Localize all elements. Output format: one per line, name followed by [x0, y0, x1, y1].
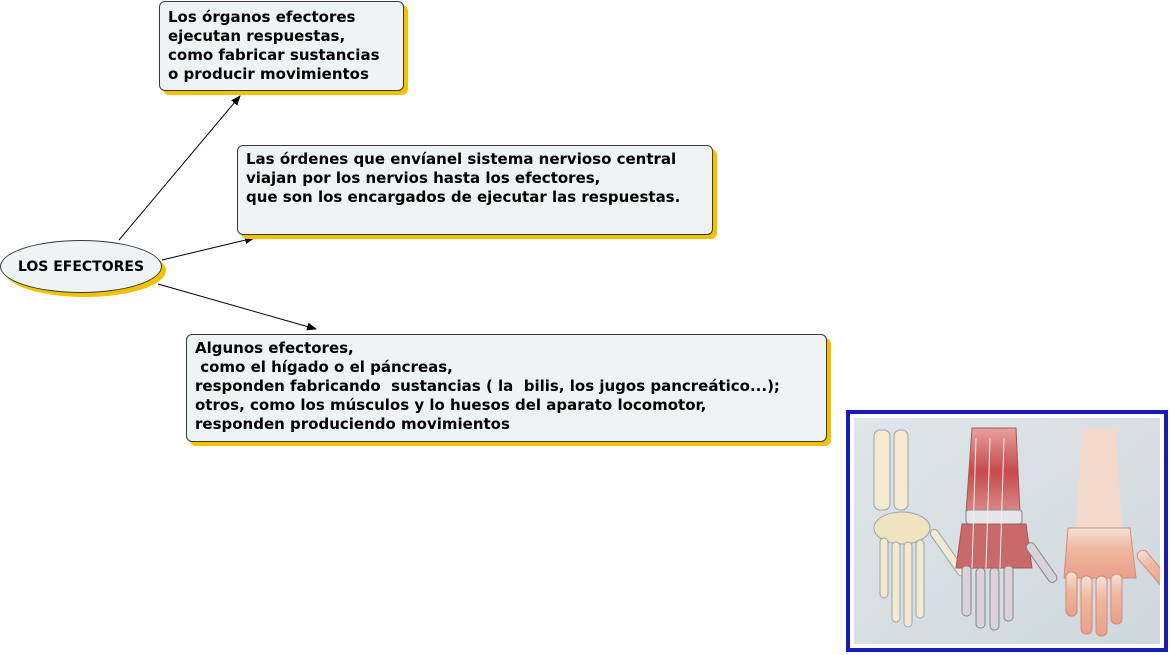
concept-node-effector-organs[interactable]: Los órganos efectores ejecutan respuestas, como fabricar sustancias o producir movimientos — [159, 1, 404, 91]
root-label: LOS EFECTORES — [17, 258, 145, 275]
concept-node-effector-examples[interactable]: Algunos efectores, como el hígado o el páncreas, responden fabricando sustancias ( la bilis, los jugos pancreático...); otros, como los músculos y lo huesos del aparato locomotor, responden produciendo movimientos — [186, 334, 827, 442]
arrow-to-node-3 — [158, 284, 316, 329]
root-node-los-efectores[interactable] — [0, 240, 162, 293]
arrow-to-node-2 — [162, 238, 254, 260]
hand-anatomy-image — [846, 410, 1168, 652]
concept-node-nervous-orders[interactable]: Las órdenes que envíanel sistema nervioso central viajan por los nervios hasta los efectores, que son los encargados de ejecutar las respuestas. — [237, 145, 713, 235]
arrow-to-node-1 — [119, 96, 240, 240]
